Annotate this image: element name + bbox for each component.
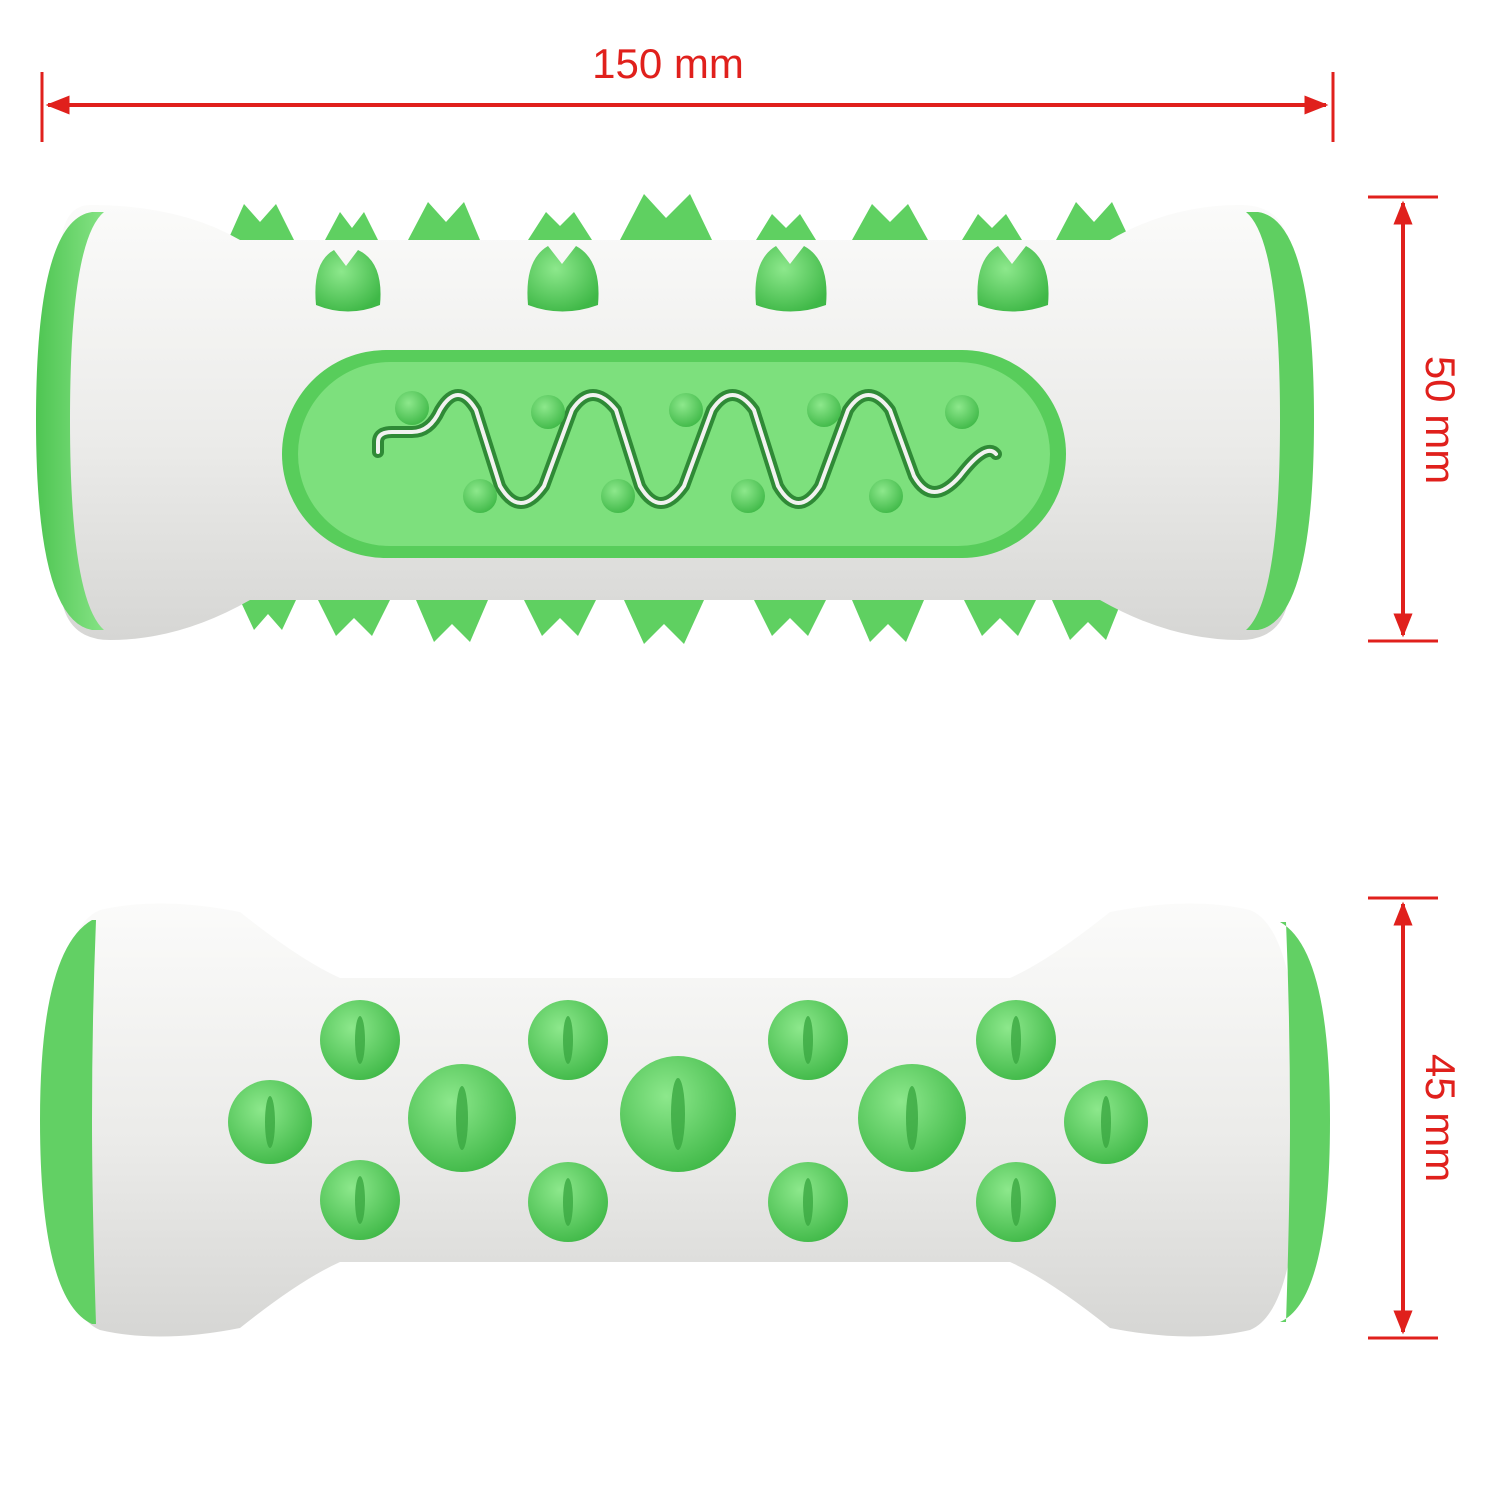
top-spikes bbox=[228, 194, 1130, 240]
height-dimension bbox=[1368, 898, 1464, 1338]
height-label: 45 mm bbox=[1417, 1053, 1464, 1183]
chew-toy-top-icon bbox=[36, 194, 1314, 644]
width-label: 50 mm bbox=[1417, 355, 1464, 485]
length-dimension bbox=[42, 40, 1333, 142]
window-inner bbox=[298, 362, 1050, 546]
width-dimension bbox=[1368, 197, 1464, 641]
bottom-spikes bbox=[240, 600, 1122, 644]
side-left-end-cap bbox=[40, 920, 96, 1324]
length-label: 150 mm bbox=[592, 40, 744, 87]
chew-toy-side-icon bbox=[40, 903, 1330, 1336]
